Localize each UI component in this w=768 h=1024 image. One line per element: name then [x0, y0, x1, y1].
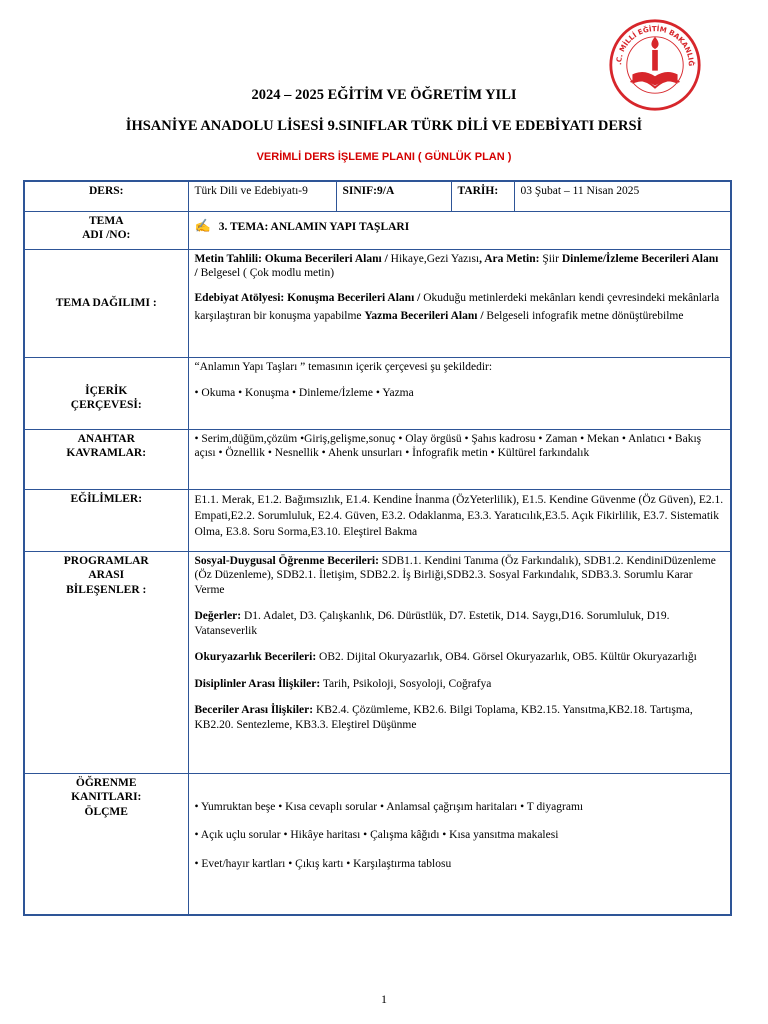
dagilim-p2-t2: Belgeseli infografik metne dönüştürebilme	[483, 309, 684, 322]
programlar-label-line2: ARASI	[88, 569, 125, 581]
dagilim-p1-t1: Hikaye,Gezi Yazısı	[387, 252, 480, 265]
tema-label-line2: ADI /NO:	[82, 229, 131, 241]
sdb-title: Sosyal-Duygusal Öğrenme Becerileri:	[194, 554, 379, 567]
beceriler-paragraph	[195, 703, 725, 732]
sdb-paragraph	[195, 554, 725, 598]
dagilim-p1-t2: Şiir	[539, 252, 562, 265]
anahtar-label-line1: ANAHTAR	[77, 432, 135, 445]
dagilim-paragraph-1	[195, 252, 725, 281]
degerler-text: D1. Adalet, D3. Çalışkanlık, D6. Dürüstlük, D7. Estetik, D14. Saygı,D16. Sorumluluk, D19. Vatanseverlik	[194, 610, 670, 637]
programlar-label-line3: BİLEŞENLER :	[66, 583, 147, 596]
row-tema	[24, 211, 731, 249]
dagilim-p1-b3: Dinleme/İzleme Becerileri Alanı /	[194, 252, 719, 279]
okuryazarlik-paragraph	[195, 650, 725, 665]
row-olcme	[24, 773, 731, 915]
icerik-label-line2: ÇERÇEVESİ:	[70, 399, 142, 411]
pencil-icon: ✍	[194, 217, 211, 233]
dagilim-p1-t3: Belgesel ( Çok modlu metin)	[197, 267, 335, 279]
beceriler-title: Beceriler Arası İlişkiler:	[194, 704, 314, 716]
row-egilimler	[24, 489, 731, 551]
row-programlar	[24, 551, 731, 773]
disiplinler-title: Disiplinler Arası İlişkiler:	[194, 677, 321, 690]
header-school: İHSANİYE ANADOLU LİSESİ 9.SINIFLAR TÜRK DİLİ VE EDEBİYATI DERSİ	[125, 118, 643, 134]
dagilim-p2-b1: Edebiyat Atölyesi: Konuşma Becerileri Alanı /	[194, 291, 421, 304]
icerik-content	[188, 357, 731, 429]
dagilim-paragraph-2	[195, 289, 725, 325]
egilimler-content: E1.1. Merak, E1.2. Bağımsızlık, E1.4. Kendine İnanma (ÖzYeterlilik), E1.5. Kendine Güvenme (Öz Güven), E2.1. Empati,E2.2. Sorumluluk, E2.4. Güven, E3.2. Odaklanma, E3.3. Yaratıcılık,E3.5. Açık Fikirlilik, E3.7. Sistematik Olma, E3.8. Soru Sorma,E3.10. Eleştirel Bakma	[188, 489, 731, 551]
row-tema-dagilimi	[24, 249, 731, 357]
olcme-line-2: • Açık uçlu sorular • Hikâye haritası • Çalışma kâğıdı • Kısa yansıtma makalesi	[194, 829, 559, 841]
disiplinler-text: Tarih, Psikoloji, Sosyoloji, Coğrafya	[320, 677, 492, 690]
dagilim-p1-b2: , Ara Metin:	[479, 252, 540, 265]
row-ders	[24, 181, 731, 211]
tarih-label: TARİH:	[451, 181, 514, 211]
row-anahtar	[24, 429, 731, 489]
logo-ring-text: .C. MİLLİ EĞİTİM BAKANLIĞ	[614, 24, 696, 67]
dagilim-content	[188, 249, 731, 357]
olcme-content	[188, 773, 731, 915]
ders-value: Türk Dili ve Edebiyatı-9	[188, 181, 336, 211]
anahtar-label	[24, 429, 188, 489]
olcme-label-line1: ÖĞRENME	[75, 776, 137, 789]
anahtar-label-line2: KAVRAMLAR:	[66, 447, 147, 459]
icerik-line-1: “Anlamın Yapı Taşları ” temasının içerik çerçevesi şu şekildedir:	[194, 360, 493, 373]
tema-value-cell	[188, 211, 731, 249]
olcme-line-3: • Evet/hayır kartları • Çıkış kartı • Karşılaştırma tablosu	[194, 857, 452, 870]
olcme-label-line3: ÖLÇME	[84, 805, 128, 818]
plan-subtitle: VERİMLİ DERS İŞLEME PLANI ( GÜNLÜK PLAN )	[256, 151, 512, 163]
degerler-title: Değerler:	[194, 610, 242, 622]
olcme-label	[24, 773, 188, 915]
okuryazarlik-text: OB2. Dijital Okuryazarlık, OB4. Görsel Okuryazarlık, OB5. Kültür Okuryazarlığı	[316, 651, 697, 663]
sinif-label: SINIF:9/A	[336, 181, 451, 211]
dagilim-p2-b2: Yazma Becerileri Alanı /	[364, 309, 484, 322]
okuryazarlik-title: Okuryazarlık Becerileri:	[194, 651, 317, 663]
degerler-paragraph	[195, 609, 725, 638]
icerik-label-line1: İÇERİK	[85, 384, 128, 397]
beceriler-text: KB2.4. Çözümleme, KB2.6. Bilgi Toplama, KB2.15. Yansıtma,KB2.18. Tartışma, KB2.20. Sentezleme, KB3.3. Eleştirel Düşünme	[194, 704, 693, 731]
tema-label-line1: TEMA	[89, 214, 124, 227]
anahtar-content: • Serim,düğüm,çözüm •Giriş,gelişme,sonuç • Olay örgüsü • Şahıs kadrosu • Zaman • Mekan • Anlatıcı • Bakış açısı • Öznellik • Nesnellik • Ahenk unsurları • İnfografik metin • Kültürel farkındalık	[188, 429, 731, 489]
dagilim-label: TEMA DAĞILIMI :	[24, 249, 188, 357]
page-number: 1	[381, 992, 387, 1006]
header-year: 2024 – 2025 EĞİTİM VE ÖĞRETİM YILI	[251, 87, 517, 103]
olcme-line-1: • Yumruktan beşe • Kısa cevaplı sorular • Anlamsal çağrışım haritaları • T diyagramı	[194, 800, 584, 813]
row-icerik	[24, 357, 731, 429]
lesson-plan-table	[23, 180, 732, 916]
programlar-label	[24, 551, 188, 773]
disiplinler-paragraph	[195, 677, 725, 692]
tarih-value: 03 Şubat – 11 Nisan 2025	[514, 181, 731, 211]
icerik-label	[24, 357, 188, 429]
egilimler-label: EĞİLİMLER:	[24, 489, 188, 551]
olcme-label-line2: KANITLARI:	[71, 791, 142, 803]
tema-value: 3. TEMA: ANLAMIN YAPI TAŞLARI	[218, 220, 410, 233]
sdb-text: SDB1.1. Kendini Tanıma (Öz Farkındalık), SDB1.2. KendiniDüzenleme (Öz Düzenleme), SDB2.1. İletişim, SDB2.2. İş Birliği,SDB2.3. Sosyal Farkındalık, SDB3.3. Sorumlu Karar Verme	[194, 554, 716, 596]
dagilim-p2-t1: Okuduğu metinlerdeki mekânları kendi çevresindeki mekânlarla karşılaştıran bir konuşma yapabilme	[194, 291, 720, 322]
ders-label: DERS:	[24, 181, 188, 211]
dagilim-p1-b1: Metin Tahlili: Okuma Becerileri Alanı /	[194, 252, 388, 265]
programlar-content	[188, 551, 731, 773]
tema-label	[24, 211, 188, 249]
icerik-line-2: • Okuma • Konuşma • Dinleme/İzleme • Yazma	[194, 387, 414, 399]
programlar-label-line1: PROGRAMLAR	[63, 554, 149, 567]
